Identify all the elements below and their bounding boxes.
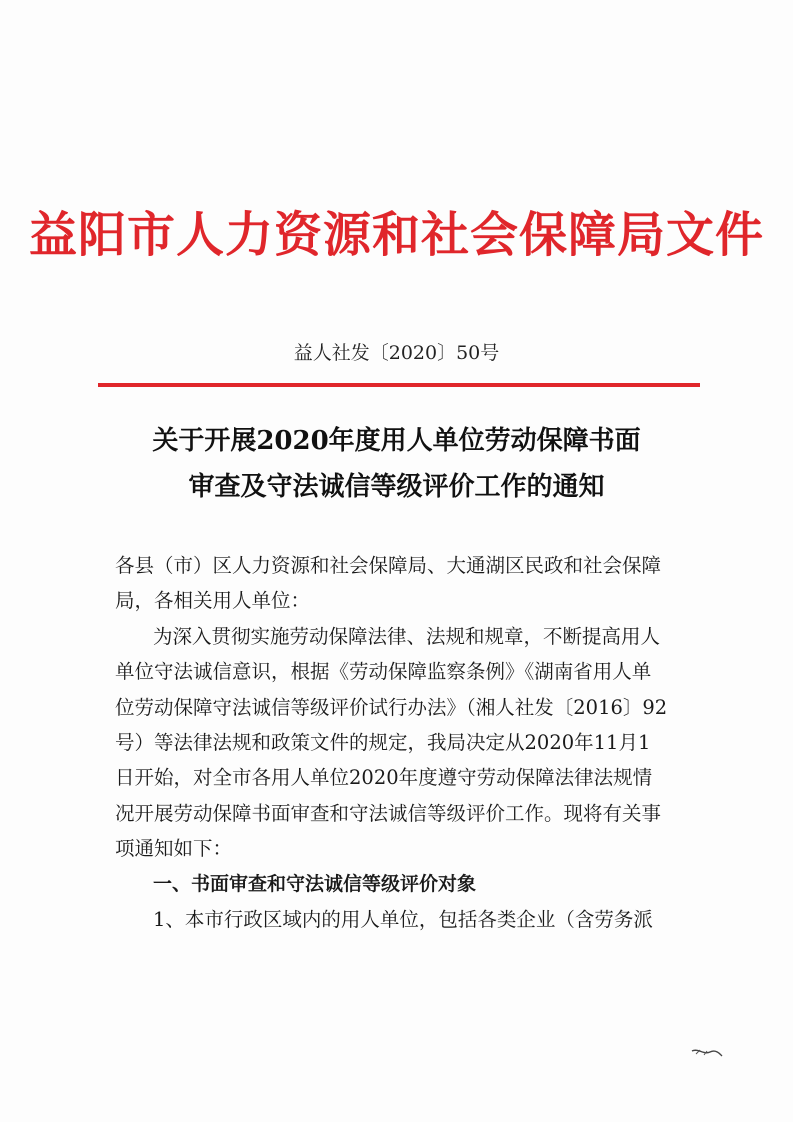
paragraph-line: 为深入贯彻实施劳动保障法律、法规和规章，不断提高用人 xyxy=(153,624,661,648)
addressee-line-2: 局，各相关用人单位： xyxy=(115,589,311,613)
issuer-title: 益阳市人力资源和社会保障局文件 xyxy=(28,207,764,263)
paragraph-line: 号）等法律法规和政策文件的规定，我局决定从2020年11月1 xyxy=(115,730,651,754)
notice-title-line-1: 关于开展2020年度用人单位劳动保障书面 xyxy=(152,426,641,456)
red-divider-line xyxy=(98,383,700,387)
paragraph-line: 况开展劳动保障书面审查和守法诚信等级评价工作。现将有关事 xyxy=(115,801,662,825)
notice-title-line-2: 审查及守法诚信等级评价工作的通知 xyxy=(188,472,605,502)
paragraph-line: 日开始，对全市各用人单位2020年度遵守劳动保障法律法规情 xyxy=(115,766,653,790)
section-heading: 一、书面审查和守法诚信等级评价对象 xyxy=(153,872,477,895)
paragraph-line: 项通知如下： xyxy=(115,837,233,861)
notice-body xyxy=(115,548,700,937)
scan-mark xyxy=(690,1046,724,1060)
paragraph-line: 1、本市行政区域内的用人单位，包括各类企业（含劳务派 xyxy=(153,907,653,931)
paragraph-line: 位劳动保障守法诚信等级评价试行办法》（湘人社发〔2016〕92 xyxy=(115,695,668,719)
addressee-line-1: 各县（市）区人力资源和社会保障局、大通湖区民政和社会保障 xyxy=(115,554,662,577)
paragraph-line: 单位守法诚信意识，根据《劳动保障监察条例》《湖南省用人单 xyxy=(115,660,652,684)
document-number: 益人社发〔2020〕50号 xyxy=(293,342,500,364)
